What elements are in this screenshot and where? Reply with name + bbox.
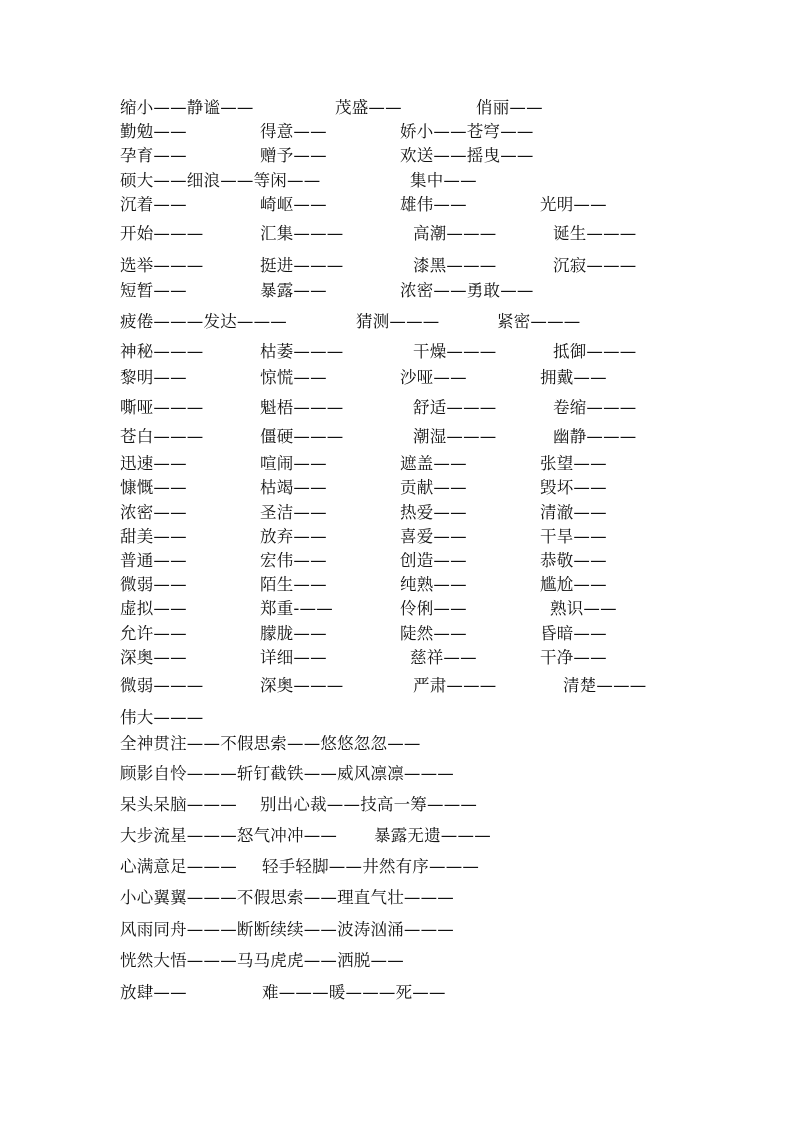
word-entry: 喧闹—— bbox=[260, 454, 327, 473]
word-entry: 紧密——— bbox=[497, 312, 581, 331]
word-entry: 诞生——— bbox=[553, 224, 637, 243]
word-entry: 贡献—— bbox=[400, 478, 467, 497]
idiom-entry: 呆头呆脑——— bbox=[120, 795, 237, 814]
word-entry: 难———暖———死—— bbox=[262, 983, 446, 1002]
word-entry: 潮湿——— bbox=[413, 427, 497, 446]
word-row bbox=[0, 624, 794, 648]
word-row bbox=[0, 599, 794, 623]
word-entry: 伟大——— bbox=[120, 708, 204, 727]
word-entry: 短暂—— bbox=[120, 281, 187, 300]
word-row bbox=[0, 427, 794, 451]
word-entry: 深奥——— bbox=[260, 676, 344, 695]
word-entry: 干旱—— bbox=[540, 527, 607, 546]
idiom-row bbox=[0, 951, 794, 975]
word-entry: 甜美—— bbox=[120, 527, 187, 546]
word-entry: 放弃—— bbox=[260, 527, 327, 546]
word-entry: 选举——— bbox=[120, 256, 204, 275]
word-entry: 毁坏—— bbox=[540, 478, 607, 497]
word-row bbox=[0, 454, 794, 478]
word-entry: 严肃——— bbox=[413, 676, 497, 695]
idiom-entry: 小心翼翼———不假思索——理直气壮——— bbox=[120, 888, 454, 907]
word-entry: 创造—— bbox=[400, 551, 467, 570]
idiom-row bbox=[0, 734, 794, 758]
word-entry: 汇集——— bbox=[260, 224, 344, 243]
word-row bbox=[0, 256, 794, 280]
word-row bbox=[0, 575, 794, 599]
idiom-row bbox=[0, 920, 794, 944]
idiom-entry: 轻手轻脚——井然有序——— bbox=[262, 857, 480, 876]
word-entry: 猜测——— bbox=[356, 312, 440, 331]
word-entry: 俏丽—— bbox=[476, 98, 543, 117]
word-entry: 迅速—— bbox=[120, 454, 187, 473]
word-entry: 纯熟—— bbox=[400, 575, 467, 594]
word-entry: 深奥—— bbox=[120, 648, 187, 667]
idiom-row bbox=[0, 857, 794, 881]
word-entry: 恭敬—— bbox=[540, 551, 607, 570]
word-entry: 沙哑—— bbox=[400, 368, 467, 387]
word-entry: 光明—— bbox=[540, 195, 607, 214]
idiom-entry: 风雨同舟———断断续续——波涛汹涌——— bbox=[120, 920, 454, 939]
word-entry: 慷慨—— bbox=[120, 478, 187, 497]
idiom-entry: 恍然大悟———马马虎虎——洒脱—— bbox=[120, 951, 404, 970]
word-entry: 虚拟—— bbox=[120, 599, 187, 618]
word-entry: 茂盛—— bbox=[335, 98, 402, 117]
word-entry: 舒适——— bbox=[413, 398, 497, 417]
word-entry: 昏暗—— bbox=[540, 624, 607, 643]
word-entry: 微弱—— bbox=[120, 575, 187, 594]
word-entry: 抵御——— bbox=[553, 342, 637, 361]
idiom-entry: 顾影自怜———斩钉截铁——威风凛凛——— bbox=[120, 764, 454, 783]
word-entry: 僵硬——— bbox=[260, 427, 344, 446]
word-entry: 枯竭—— bbox=[260, 478, 327, 497]
idiom-entry: 暴露无遗——— bbox=[374, 826, 491, 845]
idiom-entry: 心满意足——— bbox=[120, 857, 237, 876]
word-entry: 赠予—— bbox=[260, 146, 327, 165]
word-row bbox=[0, 368, 794, 392]
word-entry: 热爱—— bbox=[400, 503, 467, 522]
word-row bbox=[0, 98, 794, 122]
word-entry: 放肆—— bbox=[120, 983, 187, 1002]
word-entry: 张望—— bbox=[540, 454, 607, 473]
word-row bbox=[0, 281, 794, 305]
word-entry: 娇小——苍穹—— bbox=[400, 122, 534, 141]
word-entry: 朦胧—— bbox=[260, 624, 327, 643]
idiom-entry: 别出心裁——技高一筹——— bbox=[260, 795, 478, 814]
word-entry: 魁梧——— bbox=[260, 398, 344, 417]
word-entry: 挺进——— bbox=[260, 256, 344, 275]
idiom-row bbox=[0, 983, 794, 1007]
word-entry: 勤勉—— bbox=[120, 122, 187, 141]
word-row bbox=[0, 676, 794, 700]
word-row bbox=[0, 398, 794, 422]
word-entry: 浓密—— bbox=[120, 503, 187, 522]
word-entry: 神秘——— bbox=[120, 342, 204, 361]
word-entry: 沉着—— bbox=[120, 195, 187, 214]
word-row bbox=[0, 122, 794, 146]
word-row bbox=[0, 708, 794, 732]
word-entry: 熟识—— bbox=[550, 599, 617, 618]
word-entry: 缩小——静谧—— bbox=[120, 98, 254, 117]
word-row bbox=[0, 224, 794, 248]
word-entry: 集中—— bbox=[410, 171, 477, 190]
word-entry: 拥戴—— bbox=[540, 368, 607, 387]
word-entry: 浓密——勇敢—— bbox=[400, 281, 534, 300]
word-entry: 宏伟—— bbox=[260, 551, 327, 570]
word-entry: 伶俐—— bbox=[400, 599, 467, 618]
word-entry: 陌生—— bbox=[260, 575, 327, 594]
word-entry: 惊慌—— bbox=[260, 368, 327, 387]
word-entry: 陡然—— bbox=[400, 624, 467, 643]
word-entry: 清澈—— bbox=[540, 503, 607, 522]
word-entry: 微弱——— bbox=[120, 676, 204, 695]
word-row bbox=[0, 171, 794, 195]
idiom-row bbox=[0, 795, 794, 819]
word-entry: 欢送——摇曳—— bbox=[400, 146, 534, 165]
word-entry: 郑重-—— bbox=[260, 599, 333, 618]
word-row bbox=[0, 342, 794, 366]
word-entry: 喜爱—— bbox=[400, 527, 467, 546]
idiom-row bbox=[0, 888, 794, 912]
word-entry: 慈祥—— bbox=[410, 648, 477, 667]
word-row bbox=[0, 146, 794, 170]
word-entry: 干净—— bbox=[540, 648, 607, 667]
word-entry: 开始——— bbox=[120, 224, 204, 243]
word-entry: 崎岖—— bbox=[260, 195, 327, 214]
word-entry: 得意—— bbox=[260, 122, 327, 141]
word-entry: 圣洁—— bbox=[260, 503, 327, 522]
idiom-entry: 大步流星———怒气冲冲—— bbox=[120, 826, 338, 845]
word-entry: 雄伟—— bbox=[400, 195, 467, 214]
word-entry: 硕大——细浪——等闲—— bbox=[120, 171, 321, 190]
word-entry: 孕育—— bbox=[120, 146, 187, 165]
word-entry: 幽静——— bbox=[553, 427, 637, 446]
word-entry: 沉寂——— bbox=[553, 256, 637, 275]
word-row bbox=[0, 478, 794, 502]
idiom-entry: 全神贯注——不假思索——悠悠忽忽—— bbox=[120, 734, 421, 753]
word-entry: 尴尬—— bbox=[540, 575, 607, 594]
word-entry: 枯萎——— bbox=[260, 342, 344, 361]
word-entry: 黎明—— bbox=[120, 368, 187, 387]
word-row bbox=[0, 195, 794, 219]
word-entry: 疲倦———发达——— bbox=[120, 312, 287, 331]
word-entry: 允许—— bbox=[120, 624, 187, 643]
word-row bbox=[0, 527, 794, 551]
word-entry: 高潮——— bbox=[413, 224, 497, 243]
word-entry: 清楚——— bbox=[563, 676, 647, 695]
word-entry: 漆黑——— bbox=[413, 256, 497, 275]
word-row bbox=[0, 551, 794, 575]
word-row bbox=[0, 648, 794, 672]
word-row bbox=[0, 503, 794, 527]
word-entry: 干燥——— bbox=[413, 342, 497, 361]
word-entry: 遮盖—— bbox=[400, 454, 467, 473]
word-entry: 详细—— bbox=[260, 648, 327, 667]
word-entry: 嘶哑——— bbox=[120, 398, 204, 417]
word-entry: 苍白——— bbox=[120, 427, 204, 446]
word-entry: 普通—— bbox=[120, 551, 187, 570]
word-entry: 暴露—— bbox=[260, 281, 327, 300]
idiom-row bbox=[0, 764, 794, 788]
idiom-row bbox=[0, 826, 794, 850]
word-row bbox=[0, 312, 794, 336]
word-entry: 卷缩——— bbox=[553, 398, 637, 417]
